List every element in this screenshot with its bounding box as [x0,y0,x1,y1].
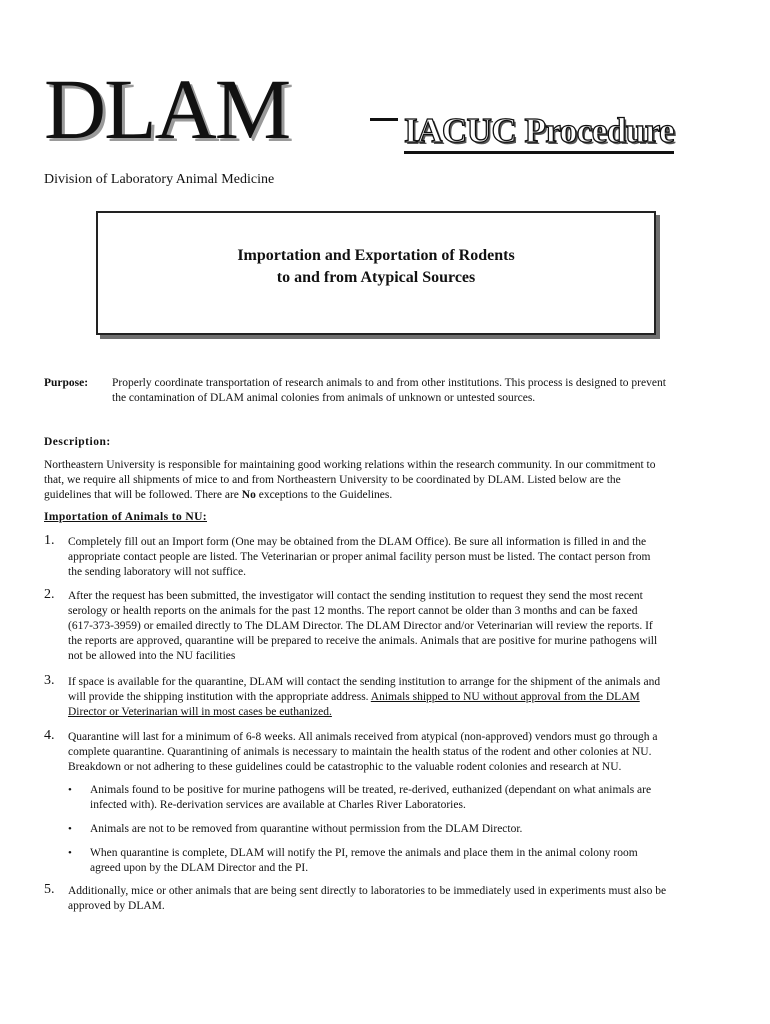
title-dash [370,118,398,121]
list-number: 2. [44,587,55,602]
bullet-item [68,846,718,876]
purpose-label: Purpose: [44,377,89,389]
bullet-text [90,846,718,876]
bullet-text [90,783,718,813]
header [44,61,744,157]
bullet-item [68,783,718,813]
bullet-item [68,822,718,837]
list-line [68,690,729,705]
description-line: Northeastern University is responsible for maintaining good working relations within the research community. In our commitment to [44,459,656,471]
list-item-4 [44,730,729,775]
list-item-text [68,535,729,580]
dlam-logo: DLAM [44,61,290,157]
euthanized-warning: Animals shipped to NU without approval from the DLAM [370,691,640,703]
list-line: If space is available for the quarantine, DLAM will contact the sending institution to arrange for the shipment of the animals and [68,676,661,688]
description-heading: Description: [44,436,111,448]
list-item-2 [44,589,729,664]
list-line: complete quarantine. Quarantining of animals is necessary to maintain the health status of the rodent and other colonies at NU. [68,746,652,758]
bullet-line: Animals are not to be removed from quarantine without permission from the DLAM Director. [90,823,523,835]
list-line: Completely fill out an Import form (One may be obtained from the DLAM Office). Be sure all information is filled in and the [68,536,647,548]
list-line: appropriate contact people are listed. The Veterinarian or proper animal facility person must be listed. The contact person from [68,551,651,563]
importation-heading: Importation of Animals to NU: [44,511,208,523]
list-item-text [68,675,729,720]
bullet-line: infected with). Re-derivation services are available at Charles River Laboratories. [90,799,466,811]
purpose-text [112,376,734,406]
list-line: serology or health reports on the animals for the past 12 months. The report cannot be older than 3 months and can be faxed [68,605,638,617]
list-number: 1. [44,533,55,548]
list-item-text [68,884,729,914]
list-line: (617-373-3959) or emailed directly to The DLAM Director. The DLAM Director and/or Veterinarian will review the reports. If [68,620,653,632]
list-line [68,705,729,720]
document-title-box [96,211,656,335]
list-item-5 [44,884,729,914]
description-text [44,458,724,503]
list-item-3 [44,675,729,720]
document-title-line-1: Importation and Exportation of Rodents [237,247,515,264]
bullet-icon: • [68,847,72,859]
list-line: approved by DLAM. [68,900,165,912]
list-number: 3. [44,673,55,688]
bullet-line: When quarantine is complete, DLAM will notify the PI, remove the animals and place them in the animal colony room [90,847,638,859]
list-line: Additionally, mice or other animals that are being sent directly to laboratories to be immediately used in experiments must also be [68,885,667,897]
bullet-line: Animals found to be positive for murine pathogens will be treated, re-derived, euthanized (dependant on what animals are [90,784,652,796]
description-line-part: exceptions to the Guidelines. [255,489,393,501]
document-title [98,245,654,289]
description-line: that, we require all shipments of mice to and from Northeastern University to be coordinated by DLAM. Listed below are the [44,474,621,486]
euthanized-warning: Director or Veterinarian will in most cases be euthanized. [68,706,332,718]
list-line: Quarantine will last for a minimum of 6-8 weeks. All animals received from atypical (non-approved) vendors must go through a [68,731,658,743]
purpose-line: Properly coordinate transportation of research animals to and from other institutions. This process is designed to prevent [112,377,666,389]
bullet-icon: • [68,784,72,796]
list-item-text [68,589,729,664]
list-number: 5. [44,882,55,897]
document-title-line-2: to and from Atypical Sources [276,269,476,286]
list-item-1 [44,535,729,580]
purpose-line: the contamination of DLAM animal colonies from animals of unknown or untested sources. [112,392,536,404]
bullet-text [90,822,718,837]
list-line: After the request has been submitted, the investigator will contact the sending institution to request they send the most recent [68,590,643,602]
procedure-title: IACUC Procedure [404,111,674,154]
list-line: not be allowed into the NU facilities [68,650,236,662]
description-line-part: guidelines that will be followed. There are [44,489,242,501]
bullet-icon: • [68,823,72,835]
description-line [44,488,724,503]
list-line: the sending laboratory will not suffice. [68,566,246,578]
division-name: Division of Laboratory Animal Medicine [44,172,275,187]
list-line: Breakdown or not adhering to these guidelines could be catastrophic to the valuable rodent colonies and research at NU. [68,761,622,773]
bullet-line: agreed upon by the DLAM Director and the PI. [90,862,309,874]
list-item-text [68,730,729,775]
list-line-part: will provide the shipping institution with the appropriate address. [68,691,371,703]
list-line: the reports are approved, quarantine will be prepared to receive the animals. Animals that are positive for murine pathogens will [68,635,658,647]
no-emphasis: No [241,489,256,501]
list-number: 4. [44,728,55,743]
